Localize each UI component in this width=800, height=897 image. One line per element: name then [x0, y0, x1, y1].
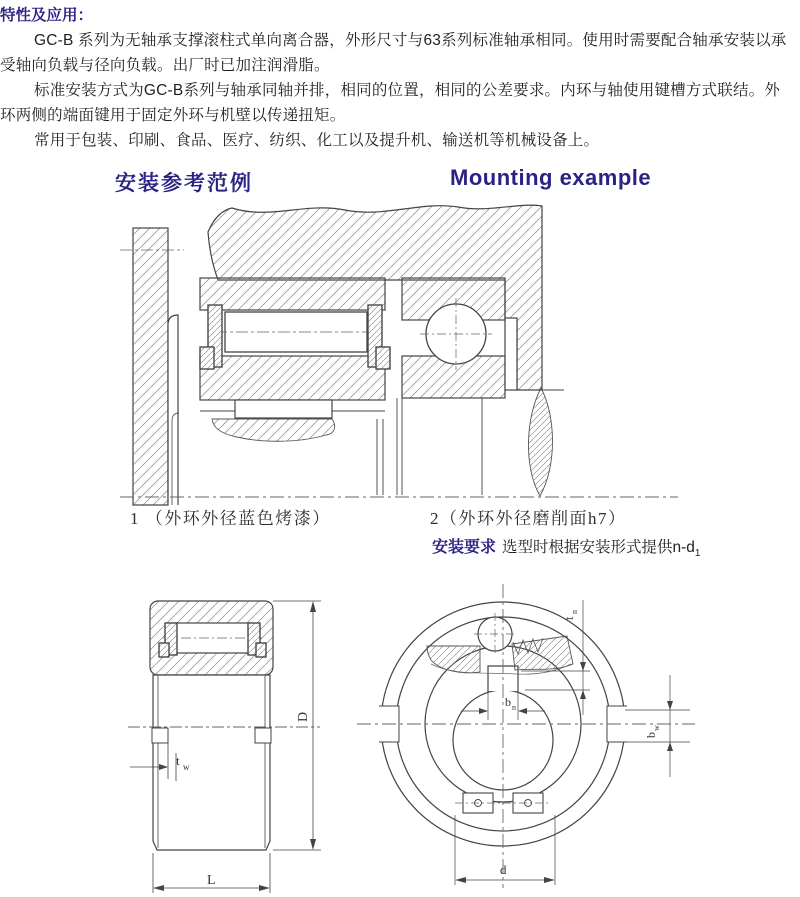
dim-tw-label: t [176, 753, 180, 768]
dim-d-label: d [500, 862, 507, 877]
requirement-text: 选型时根据安装形式提供n-d [502, 539, 695, 556]
dim-tn-label: t [562, 616, 576, 620]
side-view-drawing [125, 585, 335, 897]
note-outer-ring-paint: 1 （外环外径蓝色烤漆） [130, 509, 331, 528]
intro-line: 标准安装方式为GC-B系列与轴承同轴并排，相同的位置，相同的公差要求。内环与轴使用键槽方式联结。外 [34, 82, 781, 99]
note-outer-ring-ground: 2（外环外径磨削面h7） [430, 509, 627, 528]
mounting-requirement [432, 534, 700, 559]
intro-line: GC-B 系列为无轴承支撑滚柱式单向离合器，外形尺寸与63系列标准轴承相同。使用时需要配合轴承安装以承 [34, 32, 787, 49]
requirement-label: 安装要求 [432, 539, 497, 556]
dim-tn-sub: n [570, 610, 579, 614]
intro-line: 环两侧的端面键用于固定外环与机壁以传递扭矩。 [0, 107, 346, 124]
intro-line: 受轴向负载与径向负载。出厂时已加注润滑脂。 [0, 57, 330, 74]
front-view-drawing [355, 580, 700, 897]
dim-bn-sub: n [512, 703, 516, 712]
dim-bw-label: b [644, 732, 658, 738]
requirement-subscript: 1 [694, 548, 701, 560]
dim-D-label: D [296, 711, 311, 722]
intro-line: 常用于包装、印刷、食品、医疗、纺织、化工以及提升机、输送机等机械设备上。 [34, 132, 600, 149]
section-title-en: Mounting example [450, 165, 652, 190]
section-title-cn: 安装参考范例 [115, 172, 253, 195]
dim-L-label: L [207, 873, 216, 888]
dim-tw-sub: w [183, 762, 190, 772]
dim-bw-sub: w [652, 725, 661, 731]
dim-bn-label: b [505, 695, 511, 709]
mounting-drawing [120, 198, 685, 510]
intro-text [0, 3, 800, 153]
features-heading: 特性及应用： [0, 7, 94, 24]
